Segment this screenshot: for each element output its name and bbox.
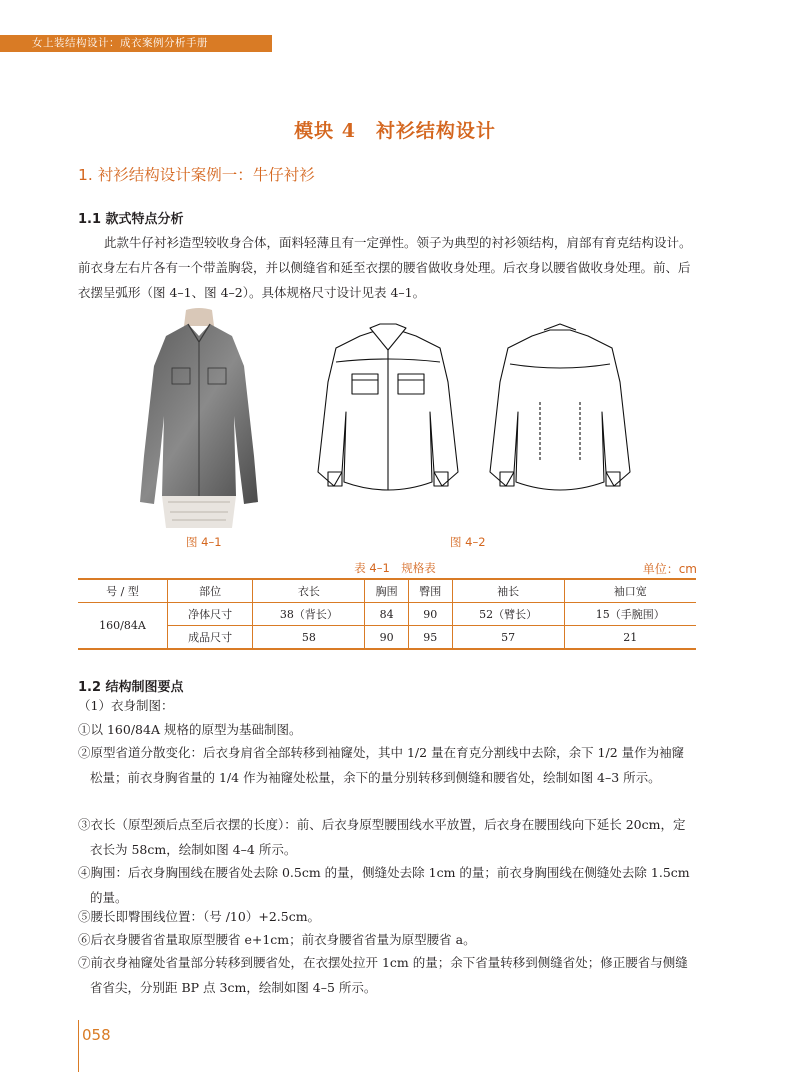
table-header-cell: 臀围 xyxy=(408,579,452,603)
denim-shirt-photo xyxy=(138,306,260,528)
module-title: 模块 4 衬衫结构设计 xyxy=(294,120,496,142)
figure-4-1-caption: 图 4–1 xyxy=(186,535,222,549)
running-header: 女上装结构设计：成衣案例分析手册 xyxy=(32,37,208,49)
table-cell: 84 xyxy=(365,603,409,626)
table-header-cell: 胸围 xyxy=(365,579,409,603)
drafting-step: ②原型省道分散变化：后衣身肩省全部转移到袖窿处，其中 1/2 量在育克分割线中去除，余下 1/2 量作为袖窿松量；前衣身胸省量的 1/4 作为袖窿处松量，余下的量分别转移到侧缝和腰省处，绘制如图 4–3 所示。 xyxy=(78,745,685,785)
table-title: 表 4–1 规格表 xyxy=(354,561,436,575)
page-number-rule xyxy=(78,1020,79,1072)
table-header-cell: 部位 xyxy=(167,579,252,603)
table-cell: 52（臂长） xyxy=(452,603,564,626)
table-header-cell: 号 / 型 xyxy=(78,579,167,603)
drafting-step: ④胸围：后衣身胸围线在腰省处去除 0.5cm 的量，侧缝处去除 1cm 的量；前衣身胸围线在侧缝处去除 1.5cm 的量。 xyxy=(78,865,690,905)
spec-table xyxy=(78,578,696,650)
shirt-flat-sketch xyxy=(300,322,648,502)
row-label-cell: 成品尺寸 xyxy=(167,626,252,650)
drafting-step: ⑦前衣身袖窿处省量部分转移到腰省处，在衣摆处拉开 1cm 的量；余下省量转移到侧缝省处；修正腰省与侧缝省省尖，分别距 BP 点 3cm，绘制如图 4–5 所示。 xyxy=(78,955,688,995)
drafting-step: ①以 160/84A 规格的原型为基础制图。 xyxy=(78,722,302,737)
table-header-cell: 袖长 xyxy=(452,579,564,603)
page-number: 058 xyxy=(82,1026,111,1044)
drafting-step: ③衣长（原型颈后点至后衣摆的长度）：前、后衣身原型腰围线水平放置，后衣身在腰围线向下延长 20cm，定衣长为 58cm，绘制如图 4–4 所示。 xyxy=(78,817,686,857)
table-cell: 38（背长） xyxy=(253,603,365,626)
drafting-step: ⑥后衣身腰省省量取原型腰省 e+1cm；前衣身腰省省量为原型腰省 a。 xyxy=(78,932,476,947)
table-cell: 15（手腕围） xyxy=(564,603,696,626)
table-cell: 57 xyxy=(452,626,564,650)
table-cell: 95 xyxy=(408,626,452,650)
section-heading-1-2: 1.2 结构制图要点 xyxy=(78,680,184,695)
table-unit: 单位：cm xyxy=(642,562,697,576)
table-header-row xyxy=(78,579,696,603)
style-analysis-paragraph: 此款牛仔衬衫造型较收身合体，面料轻薄且有一定弹性。领子为典型的衬衫领结构，肩部有育克结构设计。前衣身左右片各有一个带盖胸袋，并以侧缝省和延至衣摆的腰省做收身处理。后衣身以腰省做收身处理。前、后衣摆呈弧形（图 4–1、图 4–2）。具体规格尺寸设计见表 4–1。 xyxy=(78,235,692,300)
body-drafting-label: （1）衣身制图： xyxy=(78,698,174,713)
figure-4-2-caption: 图 4–2 xyxy=(450,535,486,549)
table-cell: 90 xyxy=(365,626,409,650)
table-header-cell: 袖口宽 xyxy=(564,579,696,603)
size-cell: 160/84A xyxy=(78,603,167,650)
table-header-cell: 衣长 xyxy=(253,579,365,603)
table-row xyxy=(78,603,696,626)
table-cell: 58 xyxy=(253,626,365,650)
table-cell: 90 xyxy=(408,603,452,626)
drafting-step: ⑤腰长即臀围线位置：（号 /10）+2.5cm。 xyxy=(78,909,321,924)
row-label-cell: 净体尺寸 xyxy=(167,603,252,626)
case-title: 1. 衬衫结构设计案例一：牛仔衬衫 xyxy=(78,166,315,184)
table-row xyxy=(78,626,696,650)
section-heading-1-1: 1.1 款式特点分析 xyxy=(78,212,184,227)
table-cell: 21 xyxy=(564,626,696,650)
